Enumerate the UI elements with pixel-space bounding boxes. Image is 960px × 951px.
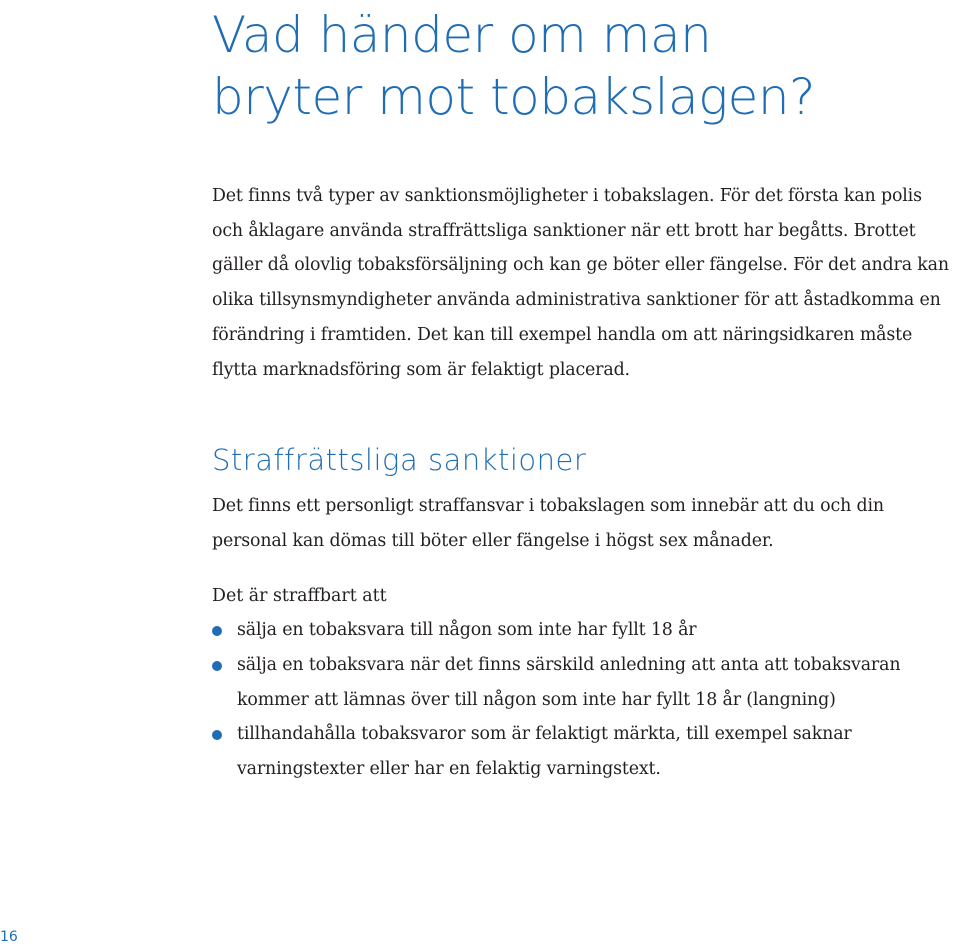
list-item: [212, 613, 952, 648]
list-item: [212, 648, 952, 717]
list-item-text: sälja en tobaksvara till någon som inte har fyllt 18 år: [237, 620, 697, 641]
section-paragraph: Det finns ett personligt straffansvar i tobakslagen som innebär att du och din personal kan dömas till böter eller fängelse i högst sex månader.: [212, 496, 884, 551]
page-title: [212, 0, 952, 128]
page-content: [212, 0, 952, 787]
list-lead: Det är straffbart att: [212, 585, 387, 606]
bullet-icon: [212, 730, 222, 740]
intro-paragraph: Det finns två typer av sanktionsmöjligheter i tobakslagen. För det första kan polis och åklagare använda straffrättsliga sanktioner när ett brott har begåtts. Brottet gäller då olovlig tobaksförsäljning och kan ge böter eller fängelse. För det andra kan olika tillsynsmyndigheter använda administrativa sanktioner för att åstadkomma en förändring i framtiden. Det kan till exempel handla om att näringsidkaren måste flytta marknadsföring som är felaktigt placerad.: [212, 186, 949, 380]
list-item-text: tillhandahålla tobaksvaror som är felaktigt märkta, till exempel saknar varningstexter eller har en felaktig varningstext.: [237, 724, 852, 780]
page-title-line-2: bryter mot tobakslagen?: [212, 68, 816, 126]
page-number: 16: [0, 929, 18, 945]
list-item-text: sälja en tobaksvara när det finns särskild anledning att anta att tobaksvaran kommer att lämnas över till någon som inte har fyllt 18 år (langning): [237, 655, 901, 710]
bullet-list: [212, 613, 952, 787]
bullet-icon: [212, 626, 222, 636]
section-heading: Straffrättsliga sanktioner: [212, 443, 587, 478]
page-title-line-1: Vad händer om man: [212, 6, 712, 64]
list-item: [212, 717, 952, 786]
bullet-icon: [212, 661, 222, 671]
